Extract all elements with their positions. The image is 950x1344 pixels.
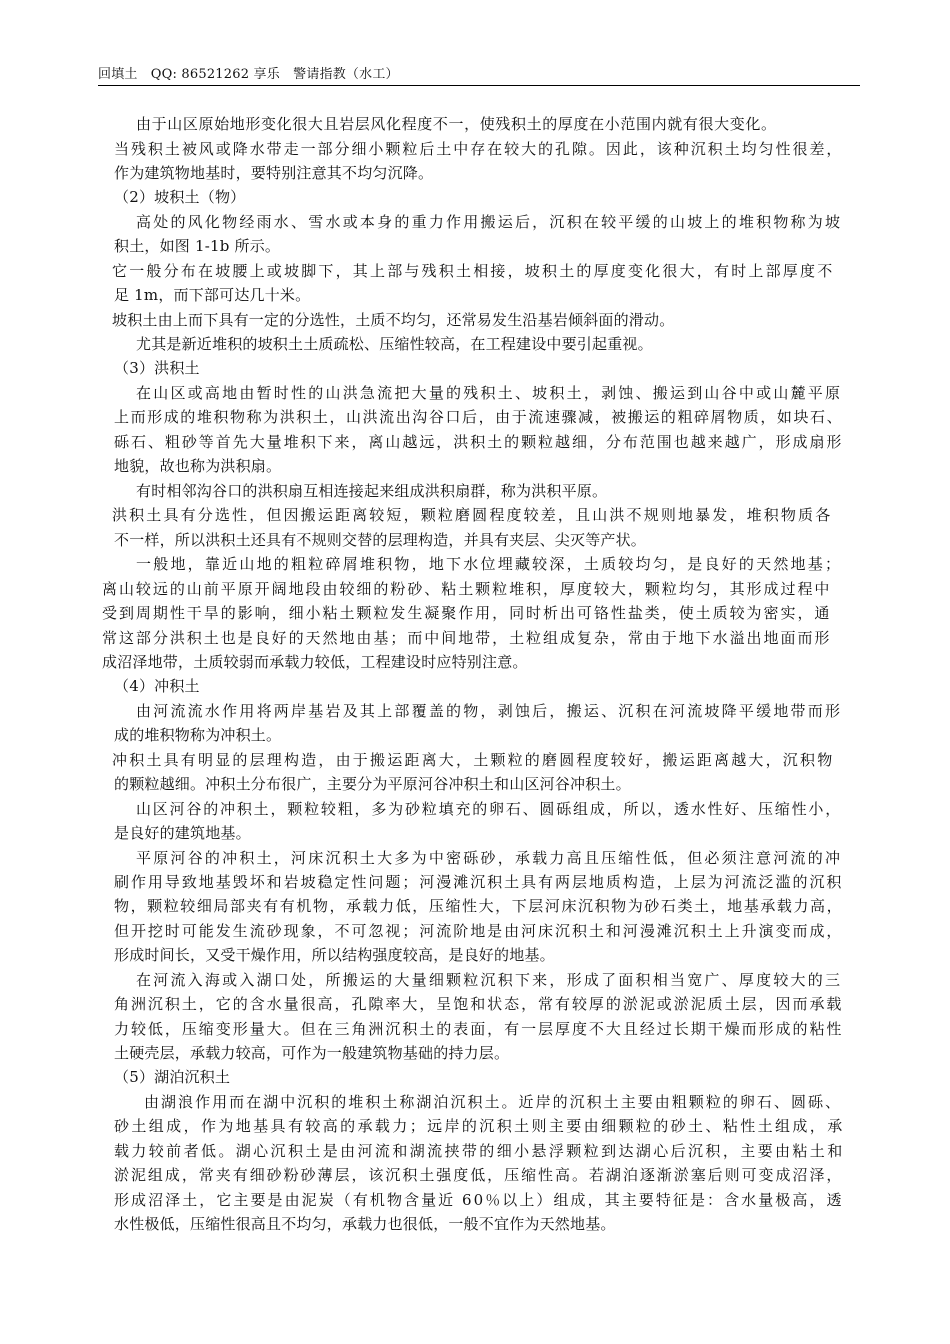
paragraph-line: 冲积土具有明显的层理构造，由于搬运距离大，土颗粒的磨圆程度较好，搬运距离越大，沉积物 (112, 751, 835, 769)
paragraph-line: 成的堆积物称为冲积土。 (114, 726, 282, 744)
paragraph-line: 洪积土具有分选性，但因搬运距离较短，颗粒磨圆程度较差，且山洪不规则地暴发，堆积物质各 (112, 506, 833, 524)
paragraph-line: 砾石、粗砂等首先大量堆积下来，离山越远，洪积土的颗粒越细，分布范围也越来越广，形成扇形 (114, 433, 844, 451)
paragraph-line: 物，颗粒较细局部夹有有机物，承载力低，压缩性大，下层河床沉积物为砂石类土，地基承载力高， (114, 897, 844, 915)
paragraph-line: 作为建筑物地基时，要特别注意其不均匀沉降。 (114, 164, 434, 182)
paragraph-line: 常这部分洪积土也是良好的天然地由基；而中间地带，土粒组成复杂，常由于地下水溢出地面而形 (102, 629, 832, 647)
paragraph-line: 刷作用导致地基毁坏和岩坡稳定性问题；河漫滩沉积土具有两层地质构造，上层为河流泛滥的沉积 (114, 873, 844, 891)
paragraph-line: （3）洪积土 (114, 359, 200, 377)
paragraph-line: 在河流入海或入湖口处，所搬运的大量细颗粒沉积下来，形成了面积相当宽广、厚度较大的三 (136, 971, 843, 989)
paragraph-line: 受到周期性干旱的影响，细小粘土颗粒发生凝聚作用，同时析出可铬性盐类，使土质较为密实，通 (102, 604, 832, 622)
paragraph-line: 是良好的建筑地基。 (114, 824, 251, 842)
paragraph-line: （4）冲积土 (114, 677, 200, 695)
paragraph-line: 但开挖时可能发生流砂现象，不可忽视；河流阶地是由河床沉积土和河漫滩沉积土上升演变而成， (114, 922, 844, 940)
paragraph-line: 平原河谷的冲积土，河床沉积土大多为中密砾砂，承载力高且压缩性低，但必须注意河流的冲 (136, 849, 843, 867)
paragraph-line: 当残积土被风或降水带走一部分细小颗粒后土中存在较大的孔隙。因此，该种沉积土均匀性很差， (114, 140, 844, 158)
paragraph-line: 尤其是新近堆积的坡积土土质疏松、压缩性较高，在工程建设中要引起重视。 (136, 335, 653, 353)
paragraph-line: 形成时间长，又受干燥作用，所以结构强度较高，是良好的地基。 (114, 946, 555, 964)
paragraph-line: 形成沼泽土，它主要是由泥炭（有机物含量近 60％以上）组成，其主要特征是：含水量极高，透 (114, 1191, 844, 1209)
paragraph-line: 砂土组成，作为地基具有较高的承载力；远岸的沉积土则主要由细颗粒的砂土、粘性土组成，承 (114, 1117, 845, 1135)
paragraph-line: 积土，如图 1-1b 所示。 (114, 237, 281, 255)
paragraph-line: 它一般分布在坡腰上或坡脚下，其上部与残积土相接，坡积土的厚度变化很大，有时上部厚度不 (112, 262, 835, 280)
paragraph-line: 由湖浪作用而在湖中沉积的堆积土称湖泊沉积土。近岸的沉积土主要由粗颗粒的卵石、圆砾、 (144, 1093, 843, 1111)
paragraph-line: 水性极低，压缩性很高且不均匀，承载力也很低，一般不宜作为天然地基。 (114, 1215, 616, 1233)
paragraph-line: 不一样，所以洪积土还具有不规则交替的层理构造，并具有夹层、尖灭等产状。 (114, 531, 647, 549)
page-header: 回填土 QQ: 86521262 享乐 警请指教（水工） (98, 66, 860, 86)
paragraph-line: （2）坡积土（物） (114, 188, 246, 206)
paragraph-line: 淤泥组成，常夹有细砂粉砂薄层，该沉积土强度低，压缩性高。若湖泊逐渐淤塞后则可变成沼泽， (114, 1166, 844, 1184)
paragraph-line: 地貌，故也称为洪积扇。 (114, 457, 282, 475)
paragraph-line: 在山区或高地由暂时性的山洪急流把大量的残积土、坡积土，剥蚀、搬运到山谷中或山麓平原 (136, 384, 843, 402)
paragraph-line: 有时相邻沟谷口的洪积扇互相连接起来组成洪积扇群，称为洪积平原。 (136, 482, 608, 500)
paragraph-line: 由河流流水作用将两岸基岩及其上部覆盖的物，剥蚀后，搬运、沉积在河流坡降平缓地带而形 (136, 702, 843, 720)
paragraph-line: 土硬壳层，承载力较高，可作为一般建筑物基础的持力层。 (114, 1044, 510, 1062)
paragraph-line: 坡积土由上而下具有一定的分选性，土质不均匀，还常易发生沿基岩倾斜面的滑动。 (112, 311, 675, 329)
paragraph-line: （5）湖泊沉积土 (114, 1068, 231, 1086)
paragraph-line: 角洲沉积土，它的含水量很高，孔隙率大，呈饱和状态，常有较厚的淤泥或淤泥质土层，因而承载 (114, 995, 844, 1013)
paragraph-line: 成沼泽地带，土质较弱而承载力较低，工程建设时应特别注意。 (102, 653, 528, 671)
paragraph-line: 山区河谷的冲积土，颗粒较粗，多为砂粒填充的卵石、圆砾组成，所以，透水性好、压缩性小， (136, 800, 843, 818)
paragraph-line: 的颗粒越细。冲积土分布很广，主要分为平原河谷冲积土和山区河谷冲积土。 (114, 775, 631, 793)
paragraph-line: 载力较前者低。湖心沉积土是由河流和湖流挟带的细小悬浮颗粒到达湖心后沉积，主要由粘土和 (114, 1142, 845, 1160)
paragraph-line: 力较低，压缩变形量大。但在三角洲沉积土的表面，有一层厚度不大且经过长期干燥而形成的粘性 (114, 1020, 844, 1038)
paragraph-line: 高处的风化物经雨水、雪水或本身的重力作用搬运后，沉积在较平缓的山坡上的堆积物称为坡 (136, 213, 843, 231)
paragraph-line: 离山较远的山前平原开阔地段由较细的粉砂、粘土颗粒堆积，厚度较大，颗粒均匀，其形成过程中 (102, 580, 832, 598)
paragraph-line: 足 1m，而下部可达几十米。 (114, 286, 311, 304)
paragraph-line: 由于山区原始地形变化很大且岩层风化程度不一，使残积土的厚度在小范围内就有很大变化。 (136, 115, 777, 133)
paragraph-line: 一般地，靠近山地的粗粒碎屑堆积物，地下水位埋藏较深，土质较均匀，是良好的天然地基； (136, 555, 843, 573)
paragraph-line: 上而形成的堆积物称为洪积土，山洪流出沟谷口后，由于流速骤减，被搬运的粗碎屑物质，如块石、 (114, 408, 844, 426)
